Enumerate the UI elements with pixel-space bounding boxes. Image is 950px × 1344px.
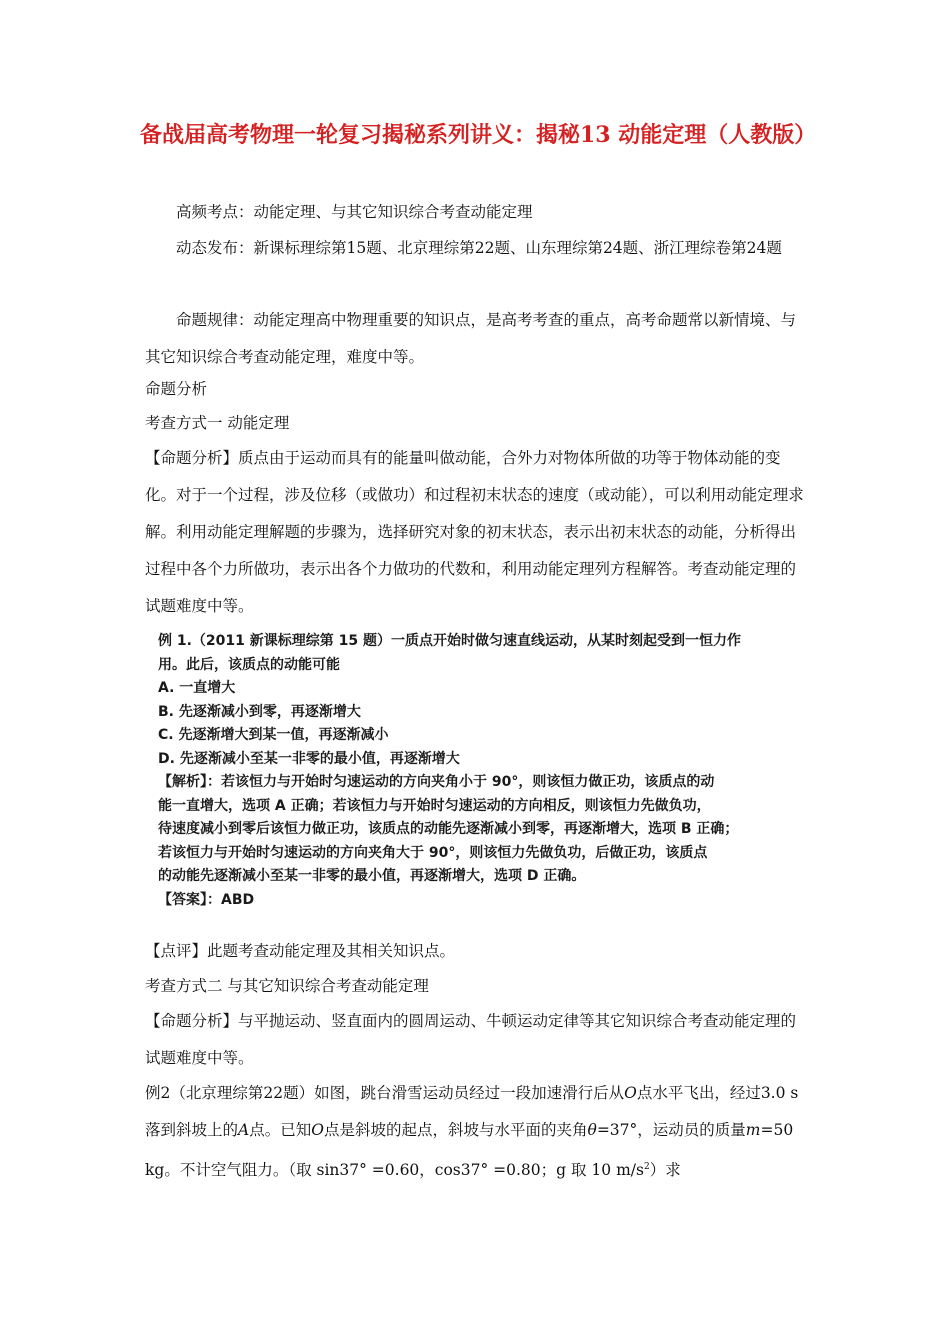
mode2-heading: 考查方式二 与其它知识综合考查动能定理 [145, 977, 429, 995]
example1-solution-line: 【解析】：若该恒力与开始时匀速运动的方向夹角小于 90°，则该恒力做正功，该质点的动 [158, 774, 715, 790]
document-title: 备战届高考物理一轮复习揭秘系列讲义：揭秘13 动能定理（人教版） [140, 122, 817, 148]
section-heading: 命题分析 [145, 380, 208, 398]
example1-line: 用。此后，该质点的动能可能 [158, 656, 340, 673]
example1-answer: 【答案】：ABD [158, 891, 255, 908]
example1-option-a: A. 一直增大 [158, 680, 236, 696]
example1-option-d: D. 先逐渐减小至某一非零的最小值，再逐渐增大 [158, 750, 460, 767]
example1-solution-line: 待速度减小到零后该恒力做正功，该质点的动能先逐渐减小到零，再逐渐增大，选项 B 正确； [158, 821, 739, 837]
example2-paragraph: 例2（北京理综第22题）如图，跳台滑雪运动员经过一段加速滑行后从O点水平飞出，经过3.0 s落到斜坡上的A点。已知O点是斜坡的起点，斜坡与水平面的夹角θ=37°，运动员的质量m=50 kg。不计空气阻力。（取 sin37° =0.60，cos37° =0.80；g 取 10 $m/s^2$）求 [145, 1084, 799, 1180]
rule-paragraph: 命题规律：动能定理高中物理重要的知识点，是高考考查的重点，高考命题常以新情境、与其它知识综合考查动能定理，难度中等。 [145, 311, 797, 366]
mode1-analysis: 【命题分析】质点由于运动而具有的能量叫做动能，合外力对物体所做的功等于物体动能的变化。对于一个过程，涉及位移（或做功）和过程初末状态的速度（或动能），可以利用动能定理求解。利用动能定理解题的步骤为，选择研究对象的初末状态，表示出初末状态的动能，分析得出过程中各个力所做功，表示出各个力做功的代数和，利用动能定理列方程解答。考查动能定理的试题难度中等。 [145, 449, 804, 615]
example1-solution-line: 能一直增大，选项 A 正确；若该恒力与开始时匀速运动的方向相反，则该恒力先做负功， [158, 797, 711, 814]
var-theta: θ [587, 1121, 597, 1139]
example1-solution-line: 若该恒力与开始时匀速运动的方向夹角大于 90°，则该恒力先做负功，后做正功，该质点 [158, 844, 708, 861]
example1-solution-line: 的动能先逐渐减小至某一非零的最小值，再逐渐增大，选项 D 正确。 [158, 868, 586, 884]
mode2-analysis: 【命题分析】与平抛运动、竖直面内的圆周运动、牛顿运动定律等其它知识综合考查动能定理的试题难度中等。 [145, 1012, 797, 1067]
example1-image [158, 630, 798, 910]
example1-option-c: C. 先逐渐增大到某一值，再逐渐减小 [158, 727, 389, 743]
example1-line: 例 1.（2011 新课标理综第 15 题）一质点开始时做匀速直线运动，从某时刻起受到一恒力作 [158, 633, 742, 649]
mode1-heading: 考查方式一 动能定理 [145, 414, 290, 432]
var-o: O [311, 1121, 324, 1139]
dynamic-release-line: 动态发布：新课标理综第15题、北京理综第22题、山东理综第24题、浙江理综卷第24题 [176, 239, 782, 257]
hot-points-line: 高频考点：动能定理、与其它知识综合考查动能定理 [176, 203, 533, 221]
var-a: A [238, 1121, 250, 1139]
var-m: m [745, 1121, 761, 1139]
var-o: O [624, 1084, 637, 1102]
example1-option-b: B. 先逐渐减小到零，再逐渐增大 [158, 703, 361, 720]
comment-line: 【点评】此题考查动能定理及其相关知识点。 [145, 942, 456, 960]
